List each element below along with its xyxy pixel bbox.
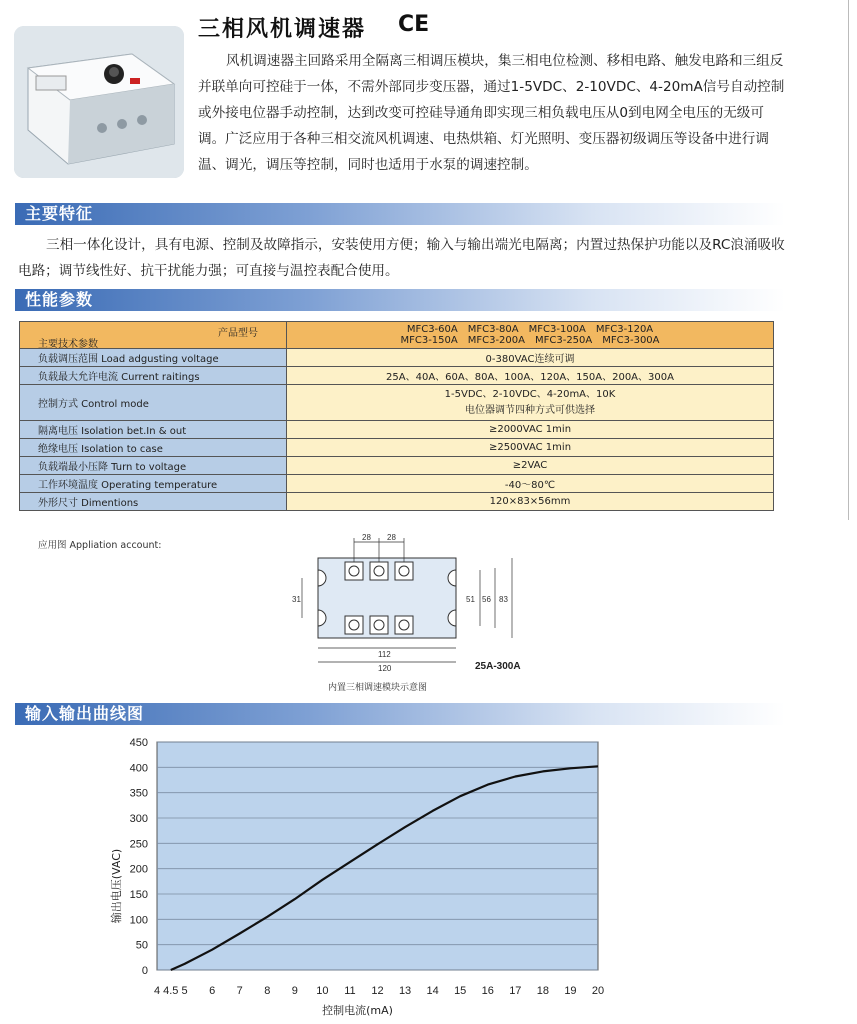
x-tick-label: 16 bbox=[481, 985, 494, 997]
io-curve-chart bbox=[100, 730, 620, 1020]
dim-83: 83 bbox=[499, 595, 508, 604]
spec-row bbox=[20, 367, 774, 385]
x-tick-label: 5 bbox=[181, 985, 188, 997]
spec-value-2: 电位器调节四种方式可供选择 bbox=[465, 404, 595, 416]
spec-row bbox=[20, 475, 774, 493]
spec-value: 1-5VDC、2-10VDC、4-20mA、10K bbox=[444, 388, 616, 400]
specs-heading-bar bbox=[15, 289, 785, 311]
spec-label: 负载最大允许电流 Current raitings bbox=[20, 367, 287, 385]
dim-31: 31 bbox=[292, 595, 301, 604]
y-tick-label: 350 bbox=[129, 787, 148, 800]
dim-112: 112 bbox=[378, 650, 391, 659]
x-tick-label: 13 bbox=[398, 985, 412, 997]
x-tick-label: 9 bbox=[291, 985, 298, 997]
x-tick-label: 11 bbox=[344, 985, 356, 997]
spec-header-cell bbox=[20, 322, 287, 349]
x-tick-label: 14 bbox=[426, 985, 439, 997]
spec-row bbox=[20, 439, 774, 457]
dim-28a: 28 bbox=[362, 533, 371, 542]
model-range: 25A-300A bbox=[475, 661, 521, 672]
spec-label: 控制方式 Control mode bbox=[20, 385, 287, 421]
spec-label: 负载端最小压降 Turn to voltage bbox=[20, 457, 287, 475]
spec-table bbox=[19, 321, 774, 511]
page-edge-line bbox=[848, 0, 849, 520]
spec-value: ≥2000VAC 1min bbox=[287, 421, 774, 439]
spec-row bbox=[20, 457, 774, 475]
features-heading: 主要特征 bbox=[25, 204, 94, 223]
dim-56: 56 bbox=[482, 595, 491, 604]
x-tick-label: 4 bbox=[153, 985, 161, 997]
spec-value: ≥2500VAC 1min bbox=[287, 439, 774, 457]
spec-label: 工作环境温度 Operating temperature bbox=[20, 475, 287, 493]
dim-51: 51 bbox=[466, 595, 475, 604]
y-tick-label: 50 bbox=[135, 939, 148, 952]
y-tick-label: 100 bbox=[129, 914, 148, 927]
model-label: 产品型号 bbox=[218, 328, 258, 339]
x-tick-label: 12 bbox=[371, 985, 384, 997]
x-tick-label: 19 bbox=[564, 985, 577, 997]
diagram-subtitle: 内置三相调速模块示意图 bbox=[328, 683, 428, 693]
spec-row bbox=[20, 349, 774, 367]
x-tick-label: 6 bbox=[209, 985, 216, 997]
param-label: 主要技术参数 bbox=[38, 339, 98, 350]
y-tick-label: 400 bbox=[129, 762, 148, 775]
dim-120: 120 bbox=[378, 664, 392, 673]
spec-value: 0-380VAC连续可调 bbox=[287, 349, 774, 367]
product-photo bbox=[14, 26, 184, 178]
x-tick-label: 10 bbox=[316, 985, 329, 997]
x-tick-label: 7 bbox=[236, 985, 243, 997]
module-diagram bbox=[290, 530, 550, 695]
curve-heading-bar bbox=[15, 703, 785, 725]
x-tick-label: 8 bbox=[264, 985, 271, 997]
y-tick-label: 0 bbox=[141, 965, 148, 977]
spec-value-multi bbox=[287, 385, 774, 421]
y-tick-label: 200 bbox=[129, 863, 148, 876]
spec-label: 外形尺寸 Dimentions bbox=[20, 493, 287, 511]
specs-heading: 性能参数 bbox=[25, 290, 94, 309]
y-tick-label: 450 bbox=[129, 737, 148, 749]
y-axis-label: 输出电压(VAC) bbox=[110, 848, 123, 924]
page-title: 三相风机调速器 bbox=[198, 17, 367, 42]
x-tick-label: 15 bbox=[454, 985, 467, 997]
models-cell bbox=[287, 322, 774, 349]
spec-row bbox=[20, 385, 774, 421]
x-tick-label: 17 bbox=[509, 985, 522, 997]
curve-heading: 输入输出曲线图 bbox=[25, 704, 145, 723]
spec-row bbox=[20, 421, 774, 439]
models-line-1: MFC3-60A MFC3-80A MFC3-100A MFC3-120A bbox=[406, 324, 654, 335]
spec-row bbox=[20, 493, 774, 511]
x-tick-label: 18 bbox=[536, 985, 549, 997]
features-paragraph: 三相一体化设计，具有电源、控制及故障指示，安装使用方便；输入与输出端光电隔离；内置过热保护功能以及RC浪涌吸收电路；调节线性好、抗干扰能力强；可直接与温控表配合使用。 bbox=[18, 237, 785, 279]
spec-header-row bbox=[20, 322, 774, 349]
y-tick-label: 150 bbox=[129, 889, 148, 901]
x-axis-label: 控制电流(mA) bbox=[322, 1004, 393, 1017]
ce-mark: CE bbox=[398, 12, 430, 37]
intro-paragraph: 风机调速器主回路采用全隔离三相调压模块，集三相电位检测、移相电路、触发电路和三组反并联单向可控硅于一体，不需外部同步变压器，通过1-5VDC、2-10VDC、4-20mA信号自动控制或外接电位器手动控制，达到改变可控硅导通角即实现三相负载电压从0到电网全电压的无级可调。广泛应用于各种三相交流风机调速、电热烘箱、灯光照明、变压器初级调压等设备中进行调温、调光，调压等控制，同时也适用于水泵的调速控制。 bbox=[198, 53, 785, 173]
plot-area bbox=[157, 742, 598, 970]
spec-label: 隔离电压 Isolation bet.In & out bbox=[20, 421, 287, 439]
models-line-2: MFC3-150A MFC3-200A MFC3-250A MFC3-300A bbox=[400, 335, 660, 346]
features-heading-bar bbox=[15, 203, 785, 225]
x-tick-label: 20 bbox=[591, 985, 605, 997]
spec-value: 120×83×56mm bbox=[287, 493, 774, 511]
diagram-caption: 应用图 Appliation account: bbox=[38, 540, 162, 551]
spec-value: ≥2VAC bbox=[287, 457, 774, 475]
y-tick-label: 250 bbox=[129, 838, 148, 851]
spec-value: 25A、40A、60A、80A、100A、120A、150A、200A、300A bbox=[287, 367, 774, 385]
spec-label: 绝缘电压 Isolation to case bbox=[20, 439, 287, 457]
spec-value: -40～80℃ bbox=[287, 475, 774, 493]
y-tick-label: 300 bbox=[129, 813, 148, 825]
dim-28b: 28 bbox=[387, 533, 396, 542]
x-tick-label: 4.5 bbox=[163, 985, 179, 997]
spec-label: 负载调压范围 Load adgusting voltage bbox=[20, 349, 287, 367]
